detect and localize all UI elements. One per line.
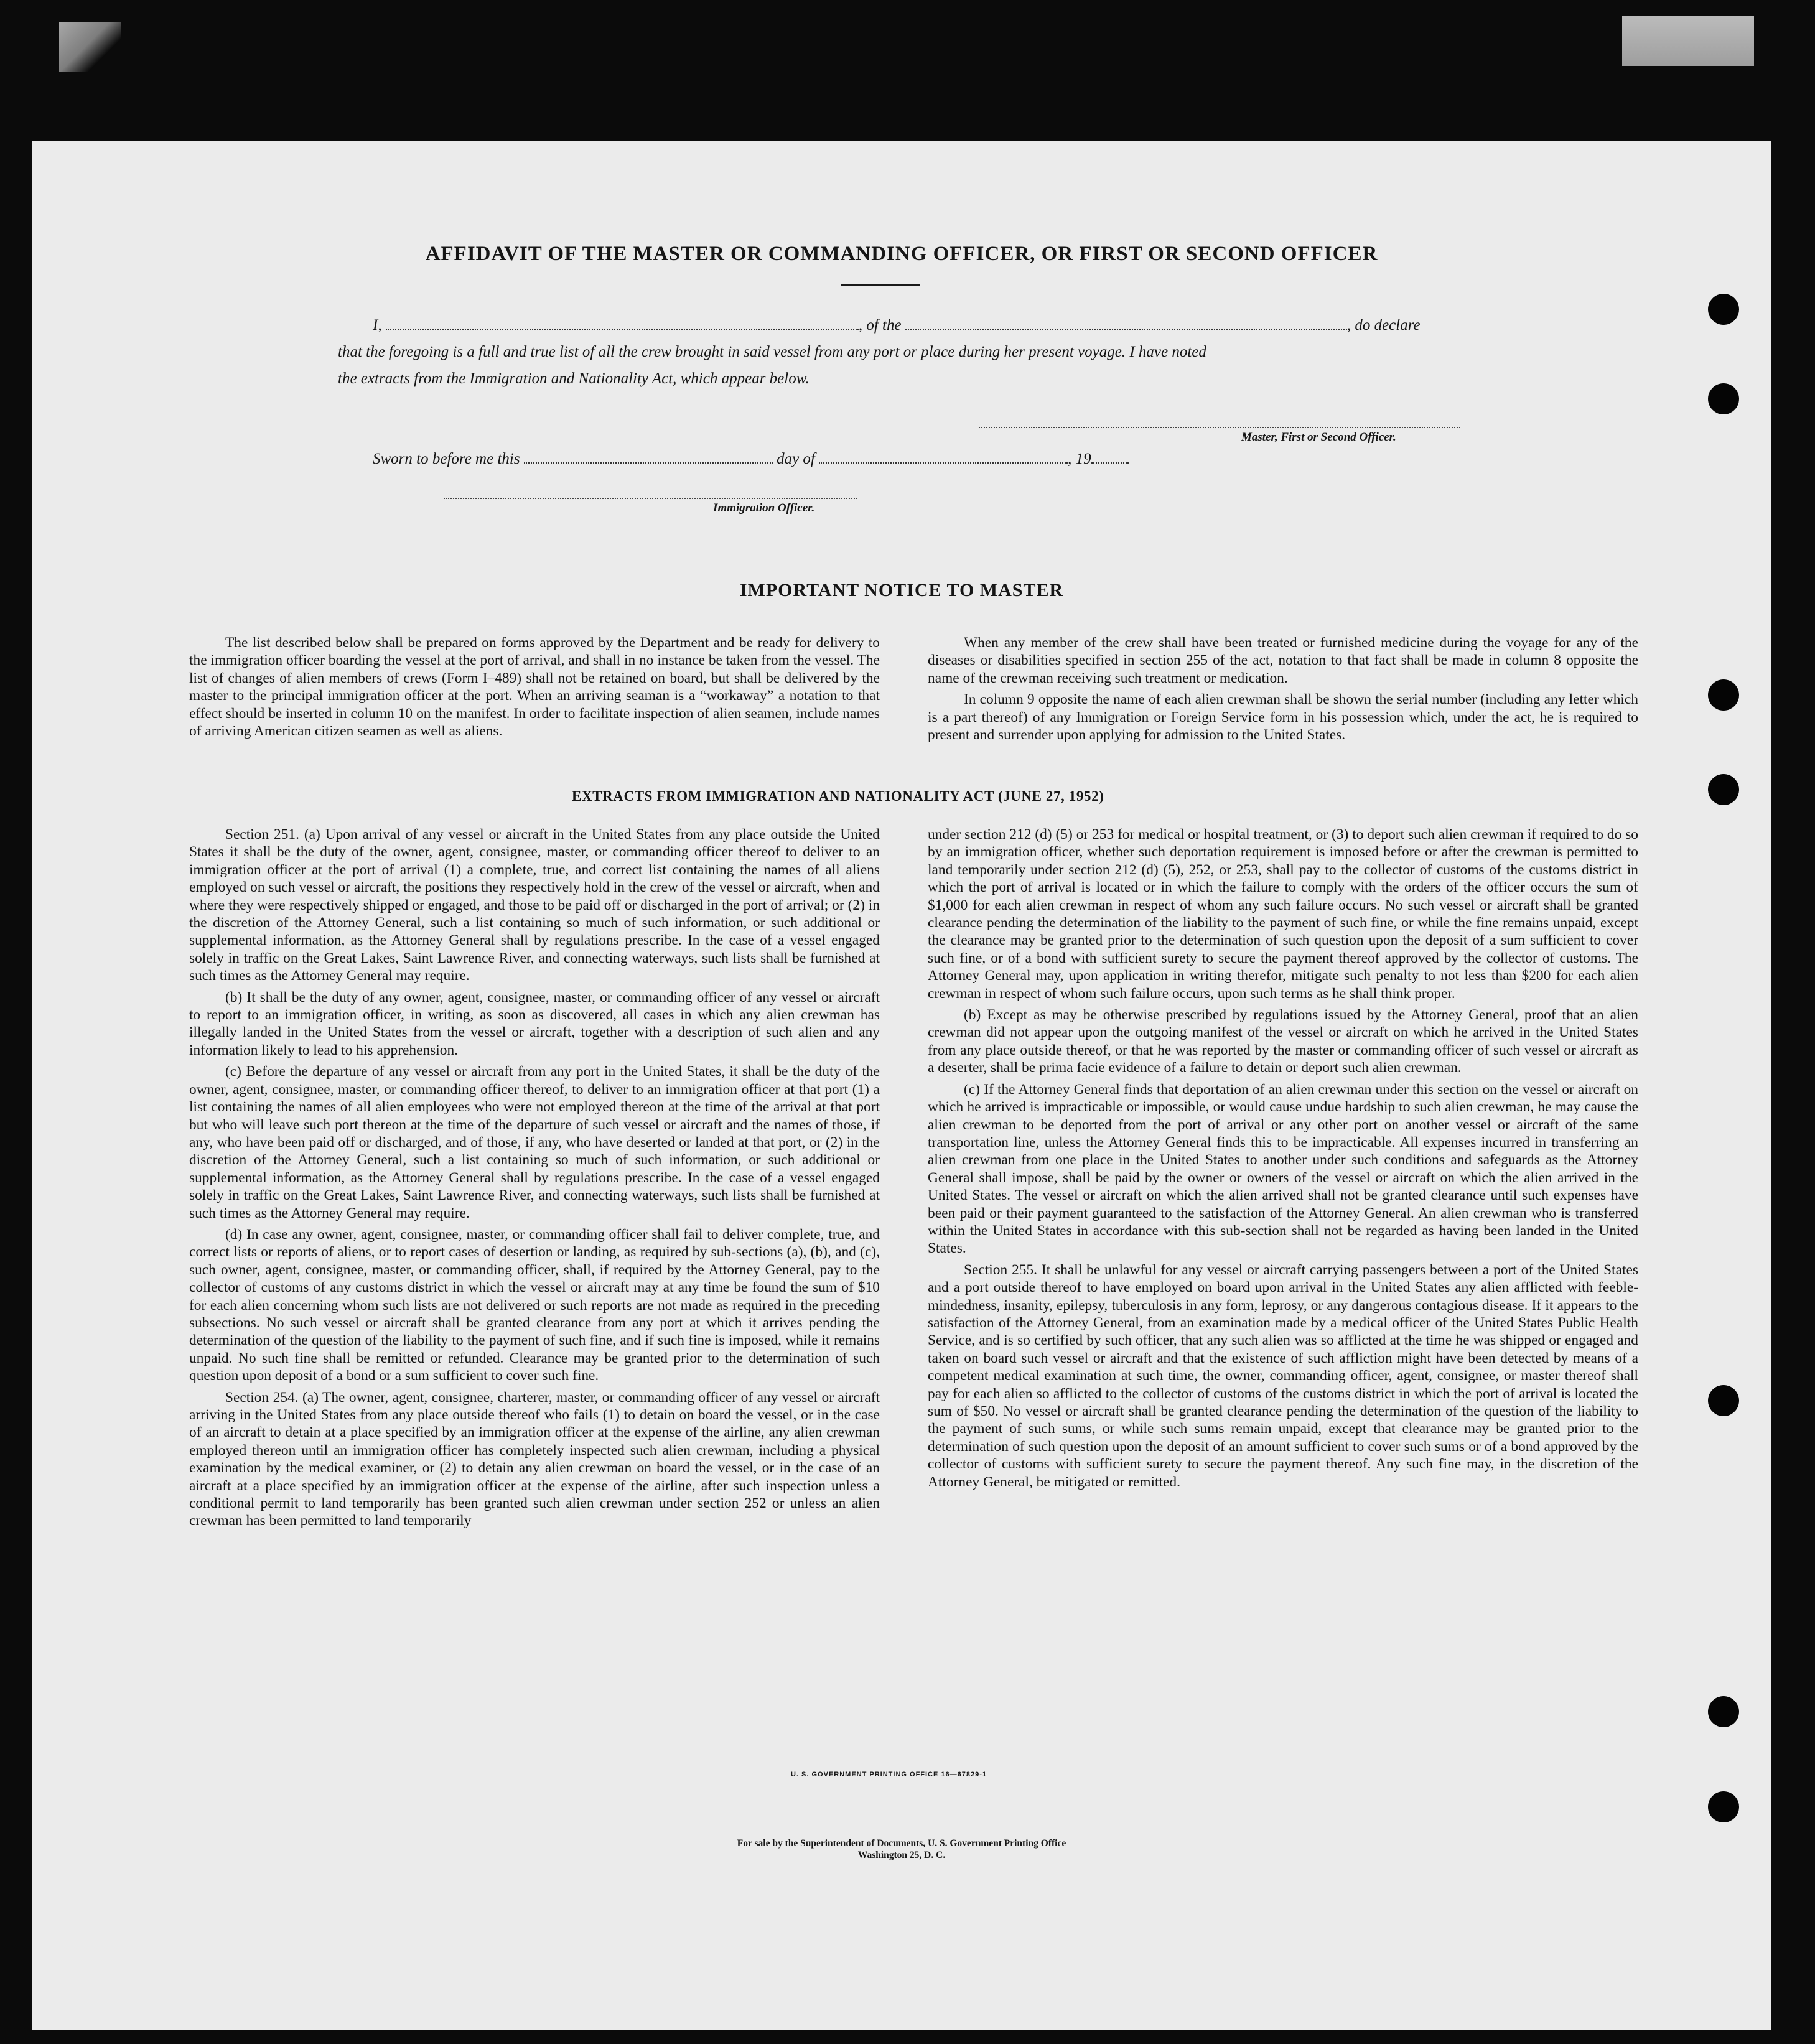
extracts-right-column bbox=[928, 826, 1638, 1495]
affidavit-declaration-line bbox=[373, 317, 1421, 334]
immigration-officer-label: Immigration Officer. bbox=[713, 502, 815, 515]
sworn-month-blank-field[interactable] bbox=[819, 462, 1068, 464]
immigration-officer-signature-line[interactable] bbox=[444, 498, 857, 499]
notice-right-paragraph-1: When any member of the crew shall have been treated or furnished medicine during the voyage for any of the diseases or disabilities specified in section 255 of the act, notation to that fact shall be made in column 8 opposite the name of the crewman receiving such treatment or medication. bbox=[928, 635, 1638, 686]
sworn-line bbox=[373, 450, 1129, 468]
punch-hole bbox=[1708, 774, 1739, 805]
section-251-d: (d) In case any owner, agent, consignee, master, or commanding officer shall fail to deliver complete, true, and correct lists or reports of aliens, or to report cases of desertion or landing, as required by sub-sections (a), (b), and (c), such owner, agent, consignee, master, or commanding officer, shall, if required by the Attorney General, pay to the collector of customs of any customs district in which the vessel or aircraft may at any time be found the sum of $10 for each alien concerning whom such lists are not delivered or such reports are not made as required in the preceding subsections. No such vessel or aircraft shall be granted clearance from any port at which it arrives pending the determination of the question of the liability to the payment of such fine, and if such fine is imposed, while it remains unpaid. No such fine shall be remitted or refunded. Clearance may be granted prior to the determination of such question upon deposit of a bond or a sum sufficient to cover such fine. bbox=[189, 1226, 880, 1384]
section-254-c: (c) If the Attorney General finds that deportation of an alien crewman under this section on the vessel or aircraft on which he arrived is impracticable or impossible, or would cause undue hardship to such alien crewman, he may cause the alien crewman to be deported from the port of arrival or any other port on another vessel or aircraft of the same transportation line, unless the Attorney General finds this to be impracticable. All expenses incurred in transferring an alien crewman from one place in the United States to another under such conditions and safeguards as the Attorney General shall impose, shall be paid by the owner or owners of the vessel or aircraft on which the alien arrived in the United States. The vessel or aircraft on which the alien arrived shall not be granted clearance until such expenses have been paid or their payment guaranteed to the satisfaction of the Attorney General. An alien crewman who is transferred within the United States in accordance with this sub-section shall not be regarded as having been landed in the United States. bbox=[928, 1081, 1638, 1257]
vessel-blank-field[interactable] bbox=[905, 328, 1347, 330]
scan-edge-fleck bbox=[59, 22, 121, 72]
section-251-b: (b) It shall be the duty of any owner, agent, consignee, master, or commanding officer of any vessel or aircraft to report to an immigration officer, in writing, as soon as discovered, all cases in which any alien crewman has illegally landed in the United States from the vessel or aircraft, together with a description of such alien and any information likely to lead to his apprehension. bbox=[189, 989, 880, 1058]
affidavit-of-the-label: , of the bbox=[858, 317, 902, 334]
notice-right-column bbox=[928, 634, 1638, 747]
notice-left-paragraph: The list described below shall be prepared on forms approved by the Department and be ready for delivery to the immigration officer boarding the vessel at the port of arrival, and shall in no instance be taken from the vessel. The list of changes of alien members of crews (Form I–489) shall not be retained on board, but shall be delivered by the master to the principal immigration officer at the port. When an arriving seaman is a “workaway” a notation to that effect should be inserted in column 10 on the manifest. In order to facilitate inspection of alien seamen, include names of arriving American citizen seamen as well as aliens. bbox=[189, 635, 880, 740]
sworn-year-label: , 19 bbox=[1068, 450, 1091, 467]
notice-left-column bbox=[189, 634, 880, 744]
affidavit-i-label: I, bbox=[373, 317, 382, 334]
punch-hole bbox=[1708, 294, 1739, 325]
sworn-day-of-label: day of bbox=[777, 450, 815, 467]
title-divider bbox=[841, 284, 920, 286]
for-sale-line-1: For sale by the Superintendent of Documents, U. S. Government Printing Office bbox=[737, 1838, 1066, 1849]
sworn-year-blank-field[interactable] bbox=[1091, 462, 1129, 464]
name-blank-field[interactable] bbox=[386, 328, 859, 330]
document-page bbox=[32, 141, 1771, 2030]
notice-title: IMPORTANT NOTICE TO MASTER bbox=[739, 580, 1064, 600]
notice-right-paragraph-2: In column 9 opposite the name of each alien crewman shall be shown the serial number (including any letter which is a part thereof) of any Immigration or Foreign Service form in his possession which, under the act, he is required to present and surrender upon applying for admission to the United States. bbox=[928, 691, 1638, 744]
affidavit-line-3: the extracts from the Immigration and Nationality Act, which appear below. bbox=[338, 370, 810, 387]
section-251-c: (c) Before the departure of any vessel or aircraft from any port in the United States, it shall be the duty of the owner, agent, consignee, master, or commanding officer thereof, to deliver to an immigration officer at that port (1) a list containing the names of all alien employees who were not employed thereon at the time of the arrival at that port but who will leave such port thereon at the time of the departure of such vessel or aircraft and the names of those, if any, who have been paid off or discharged, and of those, if any, who have deserted or landed at that port, or (2) in the discretion of the Attorney General, such a list containing so much of such information, or such additional or supplemental information, as the Attorney General shall by regulations prescribe. In the case of a vessel engaged solely in traffic on the Great Lakes, Saint Lawrence River, and connecting waterways, such lists shall be furnished at such times as the Attorney General may require. bbox=[189, 1063, 880, 1221]
extracts-heading: EXTRACTS FROM IMMIGRATION AND NATIONALITY ACT (JUNE 27, 1952) bbox=[572, 788, 1104, 804]
for-sale-notice bbox=[32, 1837, 1771, 1861]
punch-hole bbox=[1708, 1385, 1739, 1416]
section-254-a: Section 254. (a) The owner, agent, consignee, charterer, master, or commanding officer of any vessel or aircraft arriving in the United States from any place outside thereof who fails (1) to detain on board the vessel, or in the case of an aircraft to detain at a place specified by an immigration officer at the expense of the airline, any alien crewman employed thereon until an immigration officer has completely inspected such alien crewman, including a physical examination by the medical examiner, or (2) to detain any alien crewman on board the vessel, or in the case of an aircraft at a place specified by an immigration officer at the expense of the airline, after such inspection unless a conditional permit to land temporarily has been granted such alien crewman under section 252 or unless an alien crewman has been permitted to land temporarily bbox=[189, 1389, 880, 1529]
section-254-a-continued: under section 212 (d) (5) or 253 for medical or hospital treatment, or (3) to deport such alien crewman if required to do so by an immigration officer, whether such deportation requirement is imposed before or after the crewman is permitted to land temporarily under section 212 (d) (5), 252, or 253, shall pay to the collector of customs of the customs district in which the port of arrival is located or in which the failure to comply with the orders of the officer occurs the sum of $1,000 for each alien crewman in respect of whom any such failure occurs. No such vessel or aircraft shall be granted clearance pending the determination of the liability to the payment of such fine, or while the fine remains unpaid, except the clearance may be granted prior to the determination of such question upon the deposit of a sum sufficient to cover such fine, or of a bond with sufficient surety to secure the payment thereof approved by the collector of customs. The Attorney General may, upon application in writing therefor, mitigate such penalty to not less than $200 for each alien crewman in respect of whom such failure occurs, upon such terms as he shall think proper. bbox=[928, 826, 1638, 1002]
punch-hole bbox=[1708, 1791, 1739, 1822]
extracts-left-column bbox=[189, 826, 880, 1534]
scan-edge-fleck bbox=[1622, 16, 1754, 66]
punch-hole bbox=[1708, 383, 1739, 414]
section-251-a: Section 251. (a) Upon arrival of any vessel or aircraft in the United States from any place outside the United States it shall be the duty of the owner, agent, consignee, master, or commanding officer thereof to deliver to an immigration officer at the port of arrival (1) a complete, true, and correct list containing the names of all aliens employed on such vessel or aircraft, the positions they respectively hold in the crew of the vessel or aircraft, when and where they were respectively shipped or engaged, and those to be paid off or discharged in the port of arrival; or (2) in the discretion of the Attorney General, such a list containing so much of such information, or such additional or supplemental information, as the Attorney General shall by regulations prescribe. In the case of a vessel engaged solely in traffic on the Great Lakes, Saint Lawrence River, and connecting waterways, such lists shall be furnished at such times as the Attorney General may require. bbox=[189, 826, 880, 984]
affidavit-line-2: that the foregoing is a full and true list of all the crew brought in said vessel from any port or place during her present voyage. I have noted bbox=[338, 343, 1206, 360]
master-signature-line[interactable] bbox=[979, 427, 1460, 428]
affidavit-do-declare-label: , do declare bbox=[1346, 317, 1421, 334]
affidavit-title: AFFIDAVIT OF THE MASTER OR COMMANDING OFFICER, OR FIRST OR SECOND OFFICER bbox=[425, 243, 1378, 265]
sworn-prefix: Sworn to before me this bbox=[373, 450, 520, 467]
for-sale-line-2: Washington 25, D. C. bbox=[857, 1850, 946, 1860]
sworn-day-blank-field[interactable] bbox=[524, 462, 773, 464]
master-signature-label: Master, First or Second Officer. bbox=[1241, 431, 1396, 444]
punch-hole bbox=[1708, 679, 1739, 711]
punch-hole bbox=[1708, 1696, 1739, 1727]
gpo-print-line: U. S. GOVERNMENT PRINTING OFFICE 16—67829-1 bbox=[791, 1771, 987, 1778]
section-255: Section 255. It shall be unlawful for any vessel or aircraft carrying passengers between a port of the United States and a port outside thereof to have employed on board upon arrival in the United States any alien afflicted with feeble-mindedness, insanity, epilepsy, tuberculosis in any form, leprosy, or any dangerous contagious disease. If it appears to the satisfaction of the Attorney General, from an examination made by a medical officer of the United States Public Health Service, and is so certified by such officer, that any such alien was so afflicted at the time he was shipped or engaged and taken on board such vessel or aircraft and that the existence of such affliction might have been detected by means of a competent medical examination at such time, the owner, commanding officer, agent, consignee, or master thereof shall pay for each alien so afflicted to the collector of customs of the customs district in which the port of arrival is located the sum of $50. No vessel or aircraft shall be granted clearance pending the determination of the question of the liability to the payment of such sums, or while such sums remain unpaid, except that clearance may be granted prior to the determination of such question upon the deposit of an amount sufficient to cover such sums or of a bond approved by the collector of customs with sufficient surety to secure the payment thereof. Any such fine may, in the discretion of the Attorney General, be mitigated or remitted. bbox=[928, 1261, 1638, 1490]
section-254-b: (b) Except as may be otherwise prescribed by regulations issued by the Attorney General, proof that an alien crewman did not appear upon the outgoing manifest of the vessel or aircraft on which he arrived in the United States from any place outside thereof, or that he was reported by the master or commanding officer of such vessel or aircraft as a deserter, shall be prima facie evidence of a failure to detain or deport such alien crewman. bbox=[928, 1007, 1638, 1076]
